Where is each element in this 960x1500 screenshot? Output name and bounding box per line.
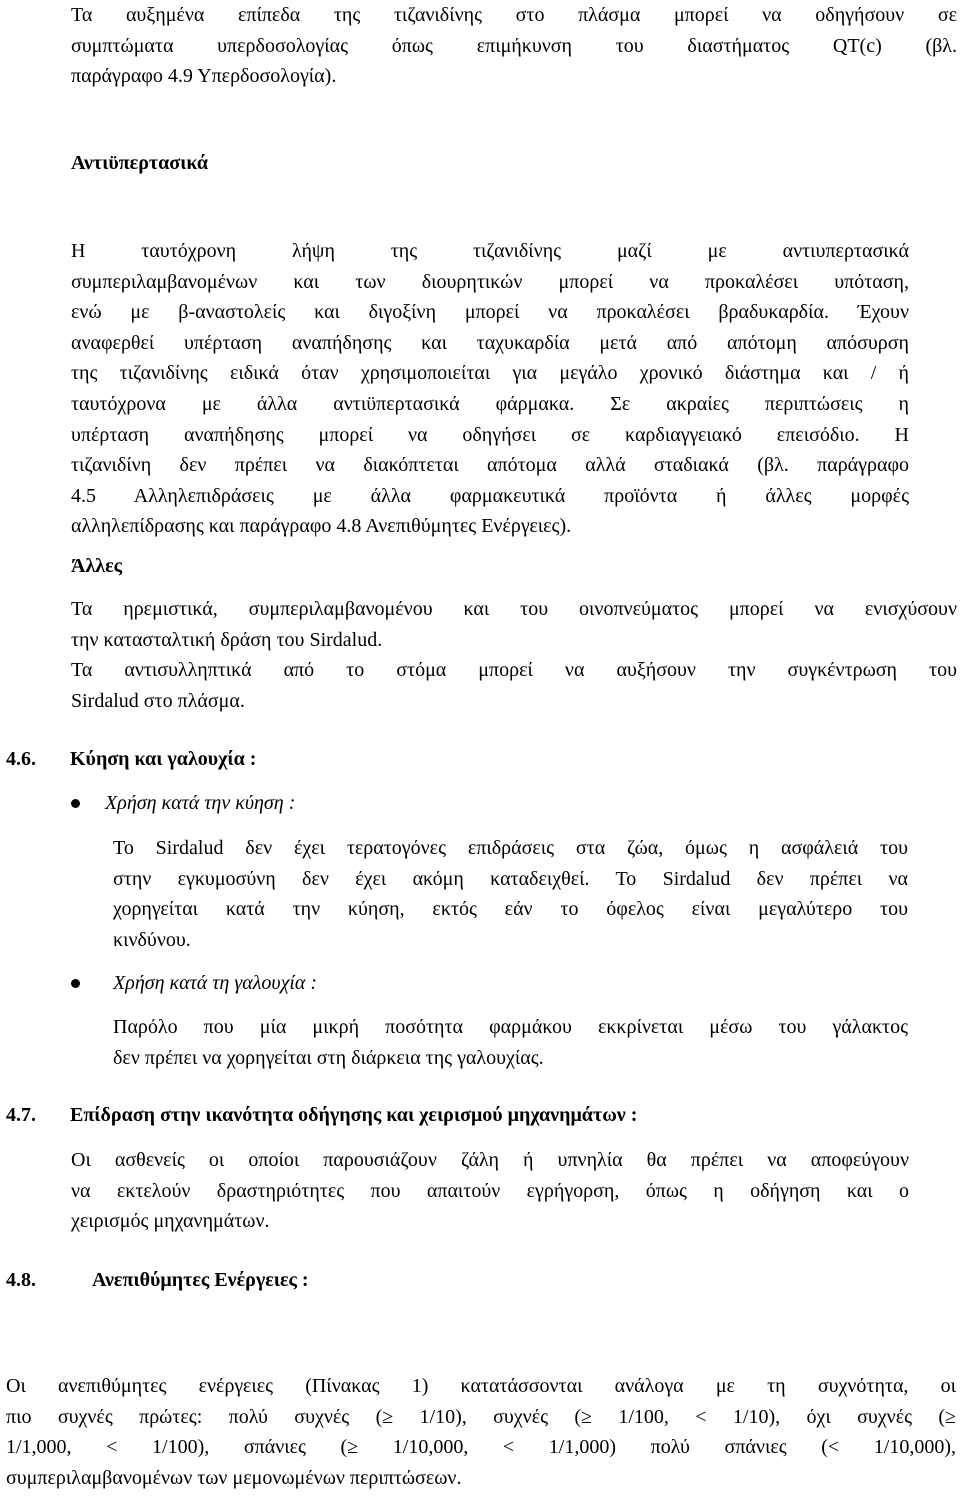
lactation-paragraph xyxy=(113,1012,908,1073)
other-heading: Άλλες xyxy=(71,555,123,577)
text-line: ενώ με β-αναστολείς και διγοξίνη μπορεί να προκαλέσει βραδυκαρδία. Έχουν xyxy=(71,301,909,324)
section-4-8-heading xyxy=(6,1265,309,1296)
text-line: αλληλεπίδρασης και παράγραφο 4.8 Ανεπιθύμητες Ενέργειες). xyxy=(71,515,572,538)
bullet-icon xyxy=(71,799,80,808)
text-line: αναφερθεί υπέρταση αναπήδησης και ταχυκαρδία μετά από απότομη απόσυρση xyxy=(71,331,909,354)
driving-paragraph xyxy=(71,1145,909,1237)
text-line: Sirdalud στο πλάσμα. xyxy=(71,689,245,712)
adverse-effects-paragraph xyxy=(6,1371,956,1493)
text-line: Παρόλο που μία μικρή ποσότητα φαρμάκου εκκρίνεται μέσω του γάλακτος xyxy=(113,1016,908,1038)
text-line: συμπτώματα υπερδοσολογίας όπως επιμήκυνση του διαστήματος QT(c) (βλ. xyxy=(71,34,957,57)
section-number: 4.8. xyxy=(6,1269,36,1291)
text-line: Η ταυτόχρονη λήψη της τιζανιδίνης μαζί με αντιυπερτασικά xyxy=(71,240,909,262)
section-4-6-heading xyxy=(6,744,256,775)
pregnancy-paragraph xyxy=(113,833,908,955)
text-line: Το Sirdalud δεν έχει τερατογόνες επιδράσεις στα ζώα, όμως η ασφάλειά του xyxy=(113,837,908,859)
antihypertensive-heading: Αντιϋπερτασικά xyxy=(71,152,209,174)
section-title: Κύηση και γαλουχία : xyxy=(70,748,257,770)
section-title: Ανεπιθύμητες Ενέργειες : xyxy=(92,1269,309,1291)
text-line: να εκτελούν δραστηριότητες που απαιτούν εγρήγορση, όπως η οδήγηση και ο xyxy=(71,1179,909,1202)
text-line: 4.5 Αλληλεπιδράσεις με άλλα φαρμακευτικά προϊόντα ή άλλες μορφές xyxy=(71,484,909,507)
text-line: παράγραφο 4.9 Υπερδοσολογία). xyxy=(71,65,337,88)
section-title: Επίδραση στην ικανότητα οδήγησης και χειρισμού μηχανημάτων : xyxy=(70,1104,638,1126)
text-line: της τιζανιδίνης ειδικά όταν χρησιμοποιείται για μεγάλο χρονικό διάστημα και / ή xyxy=(71,362,909,385)
text-line: χορηγείται κατά την κύηση, εκτός εάν το όφελος είναι μεγαλύτερο του xyxy=(113,898,908,921)
text-line: δεν πρέπει να χορηγείται στη διάρκεια της γαλουχίας. xyxy=(113,1046,544,1069)
text-line: συμπεριλαμβανομένων και των διουρητικών μπορεί να προκαλέσει υπόταση, xyxy=(71,270,909,293)
antihypertensive-paragraph xyxy=(71,236,909,542)
text-line: πιο συχνές πρώτες: πολύ συχνές (≥ 1/10), συχνές (≥ 1/100, < 1/10), όχι συχνές (≥ xyxy=(6,1405,956,1428)
section-4-7-heading xyxy=(6,1100,637,1131)
other-paragraph xyxy=(71,594,957,716)
section-number: 4.6. xyxy=(6,748,36,770)
section-number: 4.7. xyxy=(6,1104,36,1126)
text-line: κινδύνου. xyxy=(113,928,191,951)
text-line: Τα αυξημένα επίπεδα της τιζανιδίνης στο πλάσμα μπορεί να οδηγήσουν σε xyxy=(71,4,957,26)
text-line: Τα αντισυλληπτικά από το στόμα μπορεί να αυξήσουν την συγκέντρωση του xyxy=(71,659,957,682)
text-line: Τα ηρεμιστικά, συμπεριλαμβανομένου και του οινοπνεύματος μπορεί να ενισχύσουν xyxy=(71,598,957,620)
text-line: Οι ασθενείς οι οποίοι παρουσιάζουν ζάλη ή υπνηλία θα πρέπει να αποφεύγουν xyxy=(71,1149,909,1171)
bullet-icon xyxy=(71,979,80,988)
text-line: την κατασταλτική δράση του Sirdalud. xyxy=(71,628,383,651)
text-line: Οι ανεπιθύμητες ενέργειες (Πίνακας 1) κατατάσσονται ανάλογα με τη συχνότητα, οι xyxy=(6,1375,956,1397)
intro-paragraph xyxy=(71,0,957,92)
text-line: χειρισμός μηχανημάτων. xyxy=(71,1210,270,1233)
text-line: στην εγκυμοσύνη δεν έχει ακόμη καταδειχθεί. Το Sirdalud δεν πρέπει να xyxy=(113,867,908,890)
text-line: υπέρταση αναπήδησης μπορεί να οδηγήσει σε καρδιαγγειακό επεισόδιο. Η xyxy=(71,423,909,446)
text-line: τιζανιδίνη δεν πρέπει να διακόπτεται απότομα αλλά σταδιακά (βλ. παράγραφο xyxy=(71,454,909,477)
text-line: συμπεριλαμβανομένων των μεμονωμένων περιπτώσεων. xyxy=(6,1466,462,1489)
lactation-label: Χρήση κατά τη γαλουχία : xyxy=(113,972,318,994)
pregnancy-label: Χρήση κατά την κύηση : xyxy=(105,792,296,814)
text-line: 1/1,000, < 1/100), σπάνιες (≥ 1/10,000, < 1/1,000) πολύ σπάνιες (< 1/10,000), xyxy=(6,1436,956,1459)
text-line: ταυτόχρονα με άλλα αντιϋπερτασικά φάρμακα. Σε ακραίες περιπτώσεις η xyxy=(71,392,909,415)
